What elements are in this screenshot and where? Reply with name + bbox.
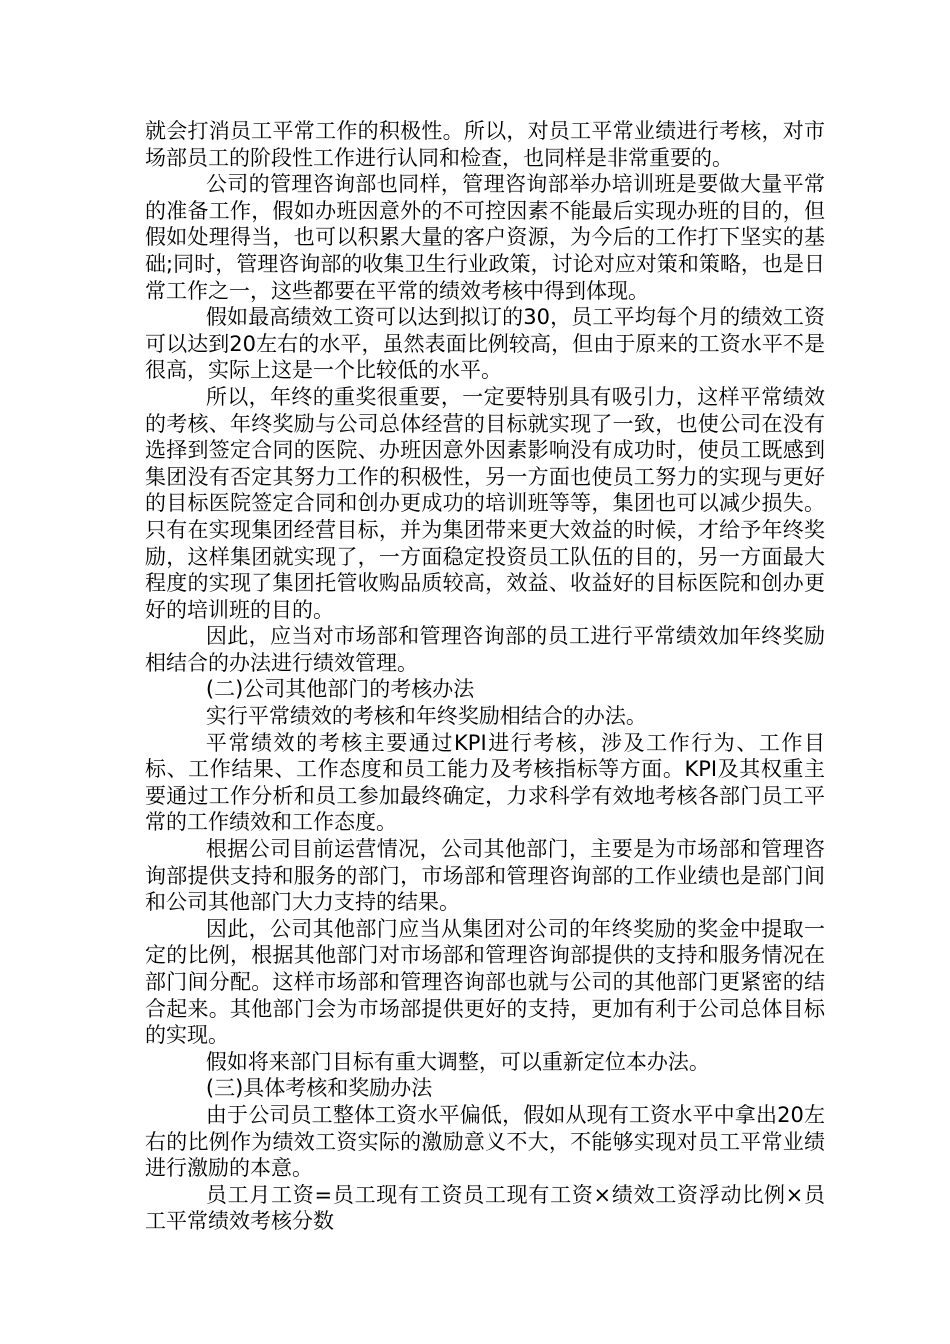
paragraph-1: 就会打消员工平常工作的积极性。所以，对员工平常业绩进行考核，对市场部员工的阶段性工作进行认同和检查，也同样是非常重要的。 [145,119,825,170]
paragraph-3: 假如最高绩效工资可以达到拟订的30，员工平均每个月的绩效工资可以达到20左右的水平，虽然表面比例较高，但由于原来的工资水平不是很高，实际上这是一个比较低的水平。 [145,305,825,383]
paragraph-4: 所以，年终的重奖很重要，一定要特别具有吸引力，这样平常绩效的考核、年终奖励与公司总体经营的目标就实现了一致，也使公司在没有选择到签定合同的医院、办班因意外因素影响没有成功时，使员工既感到集团没有否定其努力工作的积极性，另一方面也使员工努力的实现与更好的目标医院签定合同和创办更成功的培训班等等，集团也可以减少损失。只有在实现集团经营目标，并为集团带来更大效益的时候，才给予年终奖励，这样集团就实现了，一方面稳定投资员工队伍的目的，另一方面最大程度的实现了集团托管收购品质较高，效益、收益好的目标医院和创办更好的培训班的目的。 [145,384,825,622]
paragraph-9: 根据公司目前运营情况，公司其他部门，主要是为市场部和管理咨询部提供支持和服务的部门，市场部和管理咨询部的工作业绩也是部门间和公司其他部门大力支持的结果。 [145,837,825,915]
section-heading-3: (三)具体考核和奖励办法 [205,1076,433,1101]
paragraph-8: 平常绩效的考核主要通过KPI进行考核，涉及工作行为、工作目标、工作结果、工作态度和员工能力及考核指标等方面。KPI及其权重主要通过工作分析和员工参加最终确定，力求科学有效地考核各部门员工平常的工作绩效和工作态度。 [145,730,825,835]
paragraph-10: 因此，公司其他部门应当从集团对公司的年终奖励的奖金中提取一定的比例，根据其他部门对市场部和管理咨询部提供的支持和服务情况在部门间分配。这样市场部和管理咨询部也就与公司的其他部门更紧密的结合起来。其他部门会为市场部提供更好的支持，更加有利于公司总体目标的实现。 [145,916,825,1048]
paragraph-7: 实行平常绩效的考核和年终奖励相结合的办法。 [205,704,647,729]
document-body [145,118,825,1235]
paragraph-11: 假如将来部门目标有重大调整，可以重新定位本办法。 [205,1049,710,1074]
paragraph-2: 公司的管理咨询部也同样，管理咨询部举办培训班是要做大量平常的准备工作，假如办班因意外的不可控因素不能最后实现办班的目的，但假如处理得当，也可以积累大量的客户资源，为今后的工作打下坚实的基础;同时，管理咨询部的收集卫生行业政策，讨论对应对策和策略，也是日常工作之一，这些都要在平常的绩效考核中得到体现。 [145,172,825,303]
paragraph-13: 由于公司员工整体工资水平偏低，假如从现有工资水平中拿出20左右的比例作为绩效工资实际的激励意义不大，不能够实现对员工平常业绩进行激励的本意。 [145,1102,825,1181]
paragraph-5: 因此，应当对市场部和管理咨询部的员工进行平常绩效加年终奖励相结合的办法进行绩效管理。 [145,624,825,675]
paragraph-14: 员工月工资=员工现有工资员工现有工资×绩效工资浮动比例×员工平常绩效考核分数 [145,1182,825,1234]
section-heading-2: (二)公司其他部门的考核办法 [205,677,475,702]
